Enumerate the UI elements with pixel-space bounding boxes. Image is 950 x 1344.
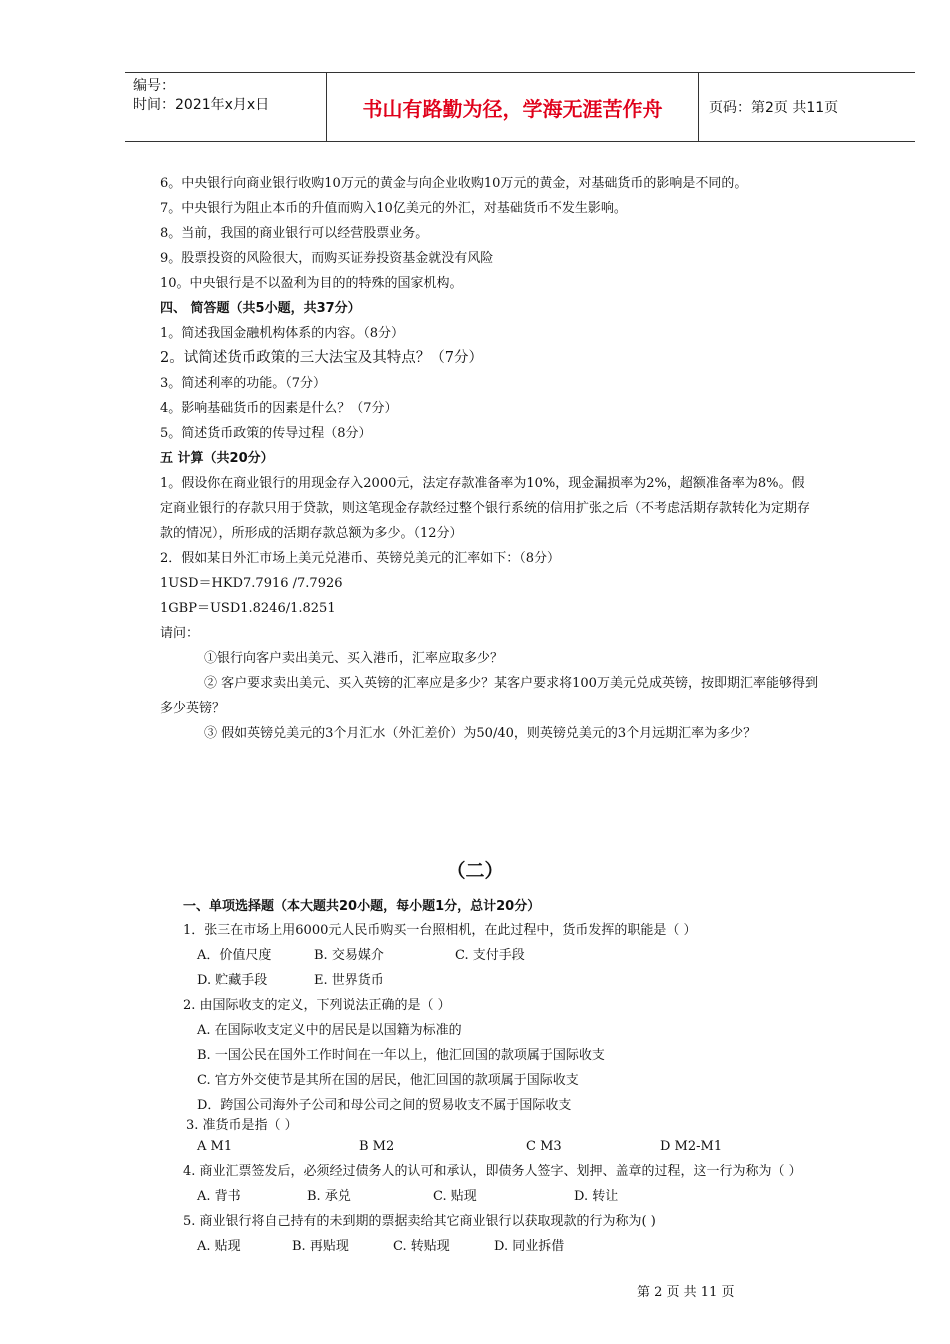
section4-item-2: 2。试简述货币政策的三大法宝及其特点？（7分）: [160, 350, 483, 366]
part2-section1-title: 一、单项选择题（本大题共20小题，每小题1分，总计20分）: [183, 899, 541, 914]
q5-option-c: C. 转贴现: [393, 1239, 450, 1254]
q2-option-c: C. 官方外交使节是其所在国的居民，他汇回国的款项属于国际收支: [197, 1073, 579, 1088]
q4-option-d: D. 转让: [574, 1189, 619, 1204]
page-header: [125, 72, 915, 142]
header-meta: [125, 73, 327, 141]
q1-option-c: C. 支付手段: [455, 948, 525, 963]
q4-option-c: C. 贴现: [433, 1189, 477, 1204]
q5-option-b: B. 再贴现: [292, 1239, 349, 1254]
q3-option-c: C M3: [526, 1139, 562, 1154]
section4-item-1: 1。简述我国金融机构体系的内容。（8分）: [160, 326, 405, 341]
section5-q2-sub-2: ② 客户要求卖出美元、买入英镑的汇率应是多少？某客户要求将100万美元兑成英镑，按即期汇率能够得到: [204, 676, 818, 691]
header-motto: 书山有路勤为径，学海无涯苦作舟: [327, 73, 699, 141]
section5-q1-line-1: 1。假设你在商业银行的用现金存入2000元，法定存款准备率为10%，现金漏损率为2%，超额准备率为8%。假: [160, 476, 805, 491]
q1-option-e: E. 世界货币: [314, 973, 384, 988]
section5-q2-ask: 请问：: [160, 626, 200, 641]
q5-stem: 5. 商业银行将自己持有的未到期的票据卖给其它商业银行以获取现款的行为称为( ): [183, 1214, 656, 1229]
q3-option-b: B M2: [359, 1139, 395, 1154]
q4-stem: 4. 商业汇票签发后，必须经过债务人的认可和承认，即债务人签字、划押、盖章的过程，这一行为称为（ ）: [183, 1164, 802, 1179]
section4-item-5: 5。简述货币政策的传导过程（8分）: [160, 426, 372, 441]
section5-q2-rate-usd: 1USD＝HKD7.7916 /7.7926: [160, 576, 343, 591]
q4-option-b: B. 承兑: [307, 1189, 351, 1204]
section5-q1-line-2: 定商业银行的存款只用于贷款，则这笔现金存款经过整个银行系统的信用扩张之后（不考虑活期存款转化为定期存: [160, 501, 811, 516]
q4-option-a: A. 背书: [197, 1189, 241, 1204]
section5-q2-sub-1: ①银行向客户卖出美元、买入港币，汇率应取多少？: [204, 651, 504, 666]
part2-title: （二）: [446, 860, 504, 882]
time-label: 时间：2021年x月x日: [133, 97, 270, 113]
section5-title: 五 计算（共20分）: [160, 451, 274, 466]
statement-6: 6。中央银行向商业银行收购10万元的黄金与向企业收购10万元的黄金，对基础货币的影响是不同的。: [160, 176, 748, 191]
statement-9: 9。股票投资的风险很大，而购买证券投资基金就没有风险: [160, 251, 494, 266]
q1-stem: 1．张三在市场上用6000元人民币购买一台照相机，在此过程中，货币发挥的职能是（ ）: [183, 923, 697, 938]
code-label: 编号：: [133, 78, 175, 94]
page-footer: 第 2 页 共 11 页: [637, 1285, 735, 1300]
section5-q2-stem: 2．假如某日外汇市场上美元兑港币、英镑兑美元的汇率如下：（8分）: [160, 551, 561, 566]
section5-q2-rate-gbp: 1GBP＝USD1.8246/1.8251: [160, 601, 336, 616]
section4-title: 四、 简答题（共5小题，共37分）: [160, 301, 361, 316]
section5-q2-sub-2-cont: 多少英镑？: [160, 701, 226, 716]
header-page-info: 页码：第2页 共11页: [709, 100, 839, 116]
q1-option-b: B. 交易媒介: [314, 948, 384, 963]
q1-option-a: A．价值尺度: [197, 948, 272, 963]
section4-item-3: 3。简述利率的功能。（7分）: [160, 376, 327, 391]
statement-8: 8。当前，我国的商业银行可以经营股票业务。: [160, 226, 429, 241]
q2-stem: 2. 由国际收支的定义，下列说法正确的是（ ）: [183, 998, 451, 1013]
section5-q1-line-3: 款的情况），所形成的活期存款总额为多少。（12分）: [160, 526, 463, 541]
section4-item-4: 4。影响基础货币的因素是什么？（7分）: [160, 401, 398, 416]
q2-option-b: B. 一国公民在国外工作时间在一年以上，他汇回国的款项属于国际收支: [197, 1048, 605, 1063]
q3-option-a: A M1: [197, 1139, 233, 1154]
statement-10: 10。中央银行是不以盈利为目的的特殊的国家机构。: [160, 276, 463, 291]
q5-option-a: A. 贴现: [197, 1239, 241, 1254]
q1-option-d: D. 贮藏手段: [197, 973, 268, 988]
q2-option-a: A. 在国际收支定义中的居民是以国籍为标准的: [197, 1023, 462, 1038]
q3-stem: 3. 准货币是指（ ）: [186, 1118, 298, 1133]
q5-option-d: D. 同业拆借: [494, 1239, 565, 1254]
q2-option-d: D．跨国公司海外子公司和母公司之间的贸易收支不属于国际收支: [197, 1098, 572, 1113]
q3-option-d: D M2-M1: [660, 1139, 723, 1154]
statement-7: 7。中央银行为阻止本币的升值而购入10亿美元的外汇，对基础货币不发生影响。: [160, 201, 627, 216]
section5-q2-sub-3: ③ 假如英镑兑美元的3个月汇水（外汇差价）为50/40，则英镑兑美元的3个月远期汇率为多少？: [204, 726, 757, 741]
